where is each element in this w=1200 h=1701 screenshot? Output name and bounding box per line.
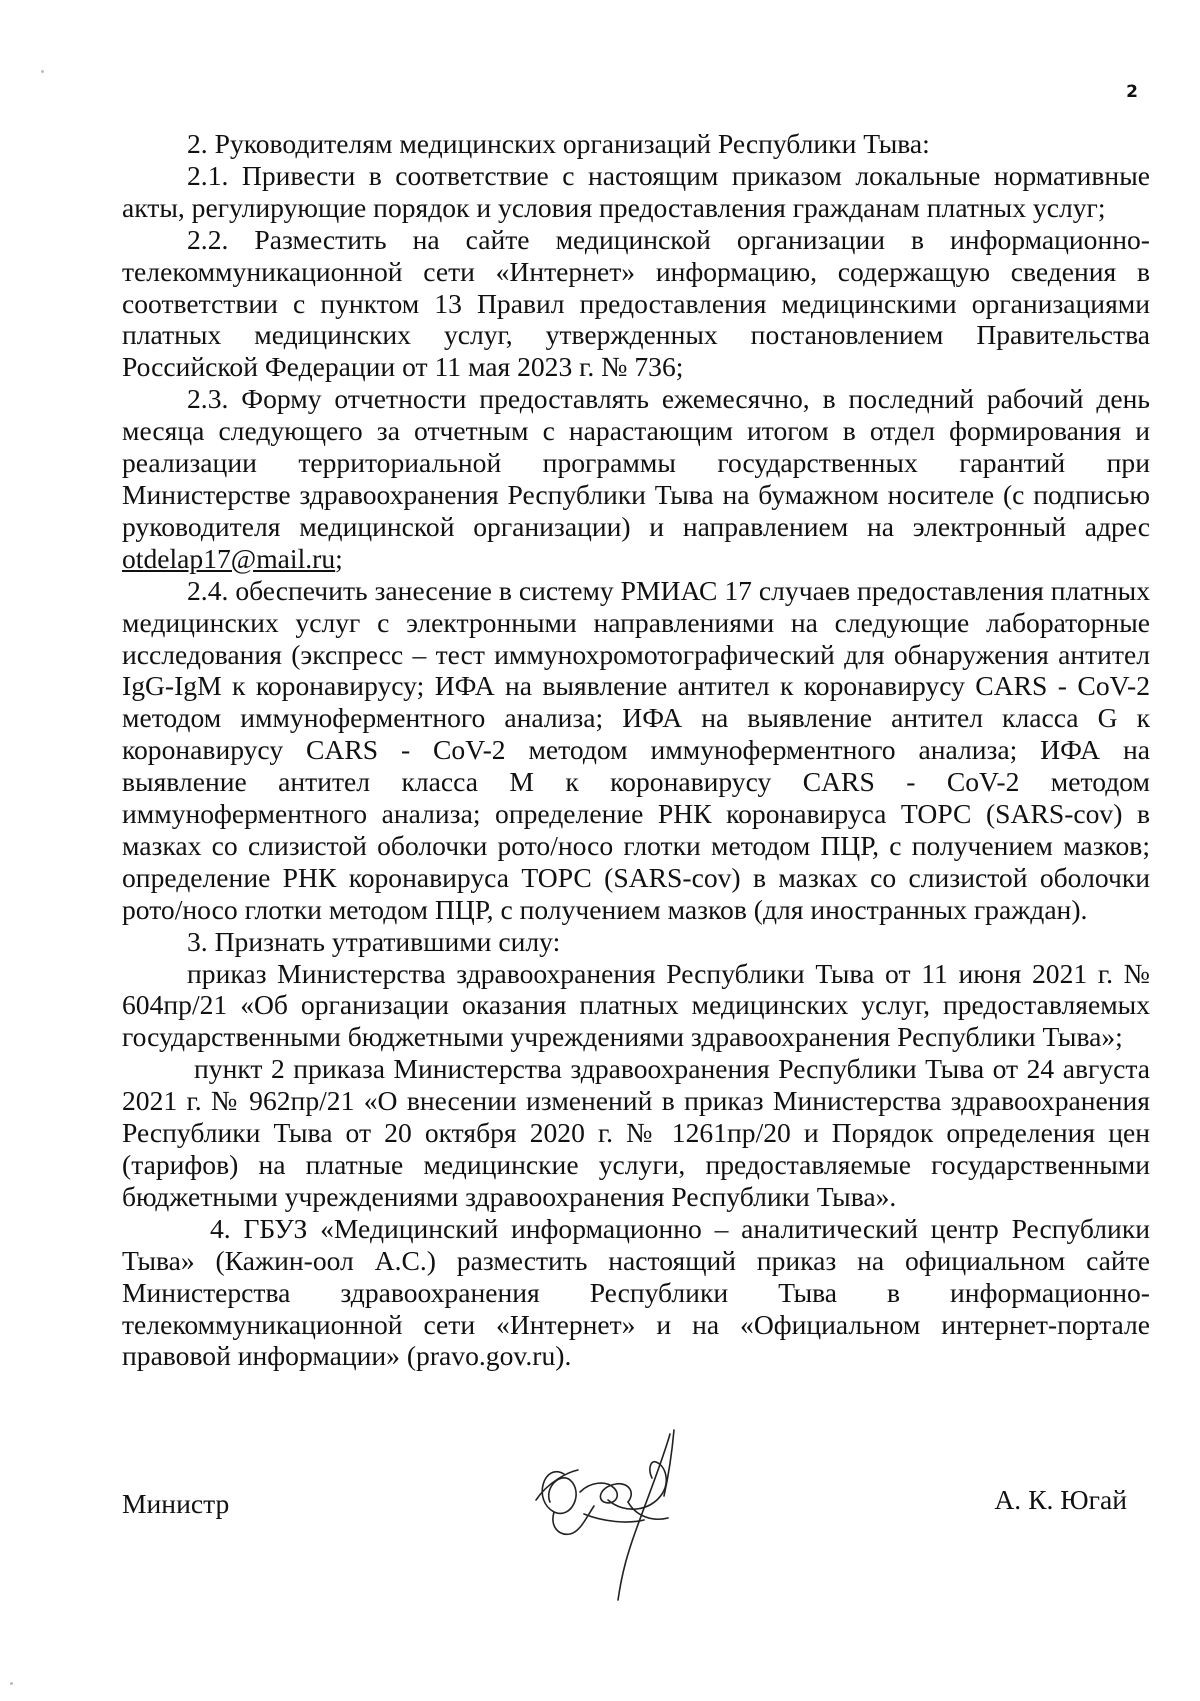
paragraph-2-1: 2.1. Привести в соответствие с настоящим приказом локальные нормативные акты, регулирующие порядок и условия предоставления гражданам платных услуг;: [122, 159, 1150, 223]
handwritten-signature: [524, 1422, 694, 1607]
scan-speck: [41, 70, 44, 73]
paragraph-2-3-text: 2.3. Форму отчетности предоставлять ежемесячно, в последний рабочий день месяца следующего за отчетным с нарастающим итогом в отдел формирования и реализации территориальной программы государственных гарантий при Министерстве здравоохранения Республики Тыва на бумажном носителе (с подписью руководителя медицинской организации) и направлением на электронный адрес: [122, 383, 1150, 542]
scan-speck: [10, 1682, 13, 1685]
paragraph-2-3-end: ;: [335, 542, 343, 574]
paragraph-3-item-1: приказ Министерства здравоохранения Республики Тыва от 11 июня 2021 г. № 604пр/21 «Об организации оказания платных медицинских услуг, предоставляемых государственными бюджетными учреждениями здравоохранения Республики Тыва»;: [122, 957, 1150, 1053]
page-number: 2: [1126, 82, 1138, 102]
paragraph-2: 2. Руководителям медицинских организаций Республики Тыва:: [187, 128, 930, 159]
paragraph-4: 4. ГБУЗ «Медицинский информационно – аналитический центр Республики Тыва» (Кажин-оол А.С.) разместить настоящий приказ на официальном сайте Министерства здравоохранения Республики Тыва в информационно-телекоммуникационной сети «Интернет» и на «Официальном интернет-портале правовой информации» (pravo.gov.ru).: [122, 1212, 1150, 1372]
signer-position: Министр: [122, 1488, 230, 1519]
email-link[interactable]: otdelap17@mail.ru: [122, 542, 336, 574]
paragraph-3: 3. Признать утратившими силу:: [187, 925, 561, 957]
paragraph-2-4: 2.4. обеспечить занесение в систему РМИАС 17 случаев предоставления платных медицинских услуг с электронными направлениями на следующие лабораторные исследования (экспресс – тест иммунохромотографический для обнаружения антител IgG-IgM к коронавирусу; ИФА на выявление антител к коронавирусу CARS - CoV-2 методом иммуноферментного анализа; ИФА на выявление антител класса G к коронавирусу CARS - CoV-2 методом иммуноферментного анализа; ИФА на выявление антител класса M к коронавирусу CARS - CoV-2 методом иммуноферментного анализа; определение РНК коронавируса ТОРС (SARS-cov) в мазках со слизистой оболочки рото/носо глотки методом ПЦР, с получением мазков; определение РНК коронавируса ТОРС (SARS-cov) в мазках со слизистой оболочки рото/носо глотки методом ПЦР, с получением мазков (для иностранных граждан).: [122, 574, 1150, 925]
paragraph-2-3: [122, 383, 1150, 574]
paragraph-3-item-2: пункт 2 приказа Министерства здравоохранения Республики Тыва от 24 августа 2021 г. № 962пр/21 «О внесении изменений в приказ Министерства здравоохранения Республики Тыва от 20 октября 2020 г. № 1261пр/20 и Порядок определения цен (тарифов) на платные медицинские услуги, предоставляемые государственными бюджетными учреждениями здравоохранения Республики Тыва».: [122, 1053, 1150, 1212]
signature-block: [122, 1484, 1127, 1628]
paragraph-2-2: 2.2. Разместить на сайте медицинской организации в информационно-телекоммуникационной сети «Интернет» информацию, содержащую сведения в соответствии с пунктом 13 Правил предоставления медицинскими организациями платных медицинских услуг, утвержденных постановлением Правительства Российской Федерации от 11 мая 2023 г. № 736;: [122, 223, 1150, 383]
signer-name: А. К. Югай: [994, 1484, 1127, 1515]
document-body: [122, 128, 1150, 1372]
